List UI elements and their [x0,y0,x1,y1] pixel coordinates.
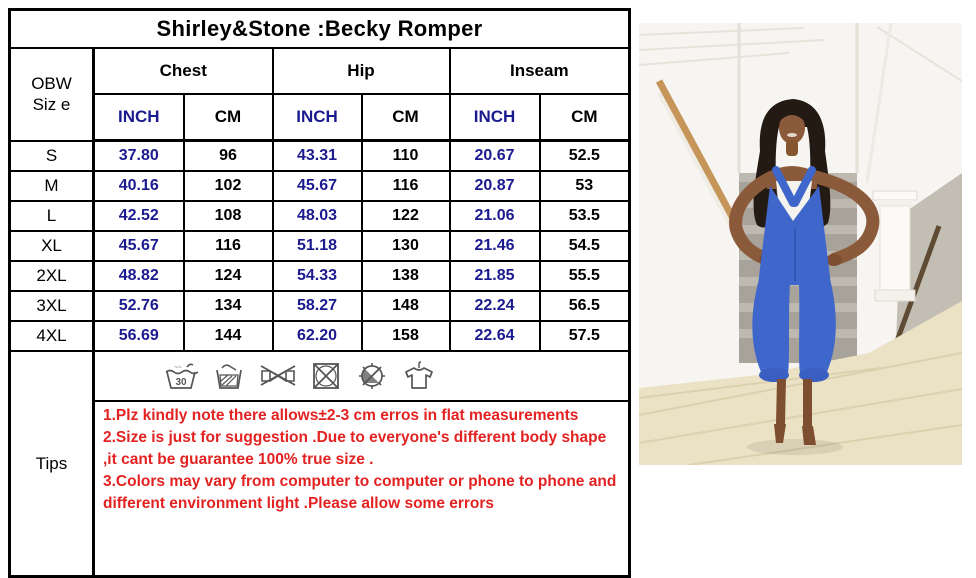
hang-to-dry-icon [402,360,436,392]
hip-inch-value: 58.27 [273,291,362,321]
inseam-inch-value: 21.85 [450,261,540,291]
inseam-cm-value: 53 [540,171,630,201]
hip-cm-value: 116 [362,171,450,201]
group-header-hip: Hip [273,48,450,94]
chest-cm-value: 124 [184,261,273,291]
chest-inch-value: 42.52 [94,201,184,231]
inseam-inch-value: 20.87 [450,171,540,201]
table-row [10,141,630,172]
inseam-inch-value: 21.46 [450,231,540,261]
table-row [10,321,630,351]
inseam-cm-value: 52.5 [540,141,630,172]
hip-cm-value: 122 [362,201,450,231]
inseam-cm-value: 57.5 [540,321,630,351]
inseam-cm-value: 54.5 [540,231,630,261]
model-photo-illustration [639,23,962,465]
unit-header-hip-cm: CM [362,94,450,141]
corner-line2: Siz e [32,95,71,115]
size-label: L [10,201,94,231]
product-title: Shirley&Stone :Becky Romper [10,10,630,49]
unit-header-inseam-cm: CM [540,94,630,141]
inseam-cm-value: 56.5 [540,291,630,321]
do-not-dry-clean-icon [355,360,389,392]
hip-inch-value: 62.20 [273,321,362,351]
size-label: S [10,141,94,172]
hip-inch-value: 43.31 [273,141,362,172]
unit-header-chest-cm: CM [184,94,273,141]
chest-inch-value: 40.16 [94,171,184,201]
table-row [10,201,630,231]
tip-line-2: 2.Size is just for suggestion .Due to everyone's different body shape ,it cant be guarantee 100% true size . [103,429,607,468]
group-header-chest: Chest [94,48,273,94]
hip-cm-value: 148 [362,291,450,321]
care-icons [94,360,567,392]
hip-inch-value: 45.67 [273,171,362,201]
chest-cm-value: 102 [184,171,273,201]
do-not-wring-icon [259,360,297,392]
size-label: 2XL [10,261,94,291]
product-photo [639,23,962,465]
corner-line1: OBW [31,74,72,93]
hand-wash-30-icon [163,360,199,392]
inseam-cm-value: 53.5 [540,201,630,231]
tips-label: Tips [10,351,94,577]
chest-cm-value: 96 [184,141,273,172]
chest-inch-value: 52.76 [94,291,184,321]
size-label: 3XL [10,291,94,321]
svg-text:30: 30 [175,377,187,388]
unit-header-chest-inch: INCH [94,94,184,141]
hip-cm-value: 130 [362,231,450,261]
inseam-inch-value: 21.06 [450,201,540,231]
inseam-cm-value: 55.5 [540,261,630,291]
care-icons-row [94,351,630,401]
chest-cm-value: 108 [184,201,273,231]
do-not-tumble-dry-icon [310,360,342,392]
unit-header-hip-inch: INCH [273,94,362,141]
chest-cm-value: 144 [184,321,273,351]
hip-cm-value: 158 [362,321,450,351]
svg-text:~~: ~~ [174,365,182,371]
tips-text [94,401,630,577]
hand-wash-gentle-icon [212,360,246,392]
table-row [10,261,630,291]
chest-inch-value: 56.69 [94,321,184,351]
table-row [10,171,630,201]
size-chart-table [8,8,631,578]
group-header-inseam: Inseam [450,48,630,94]
size-column-header [10,48,94,141]
chest-cm-value: 116 [184,231,273,261]
chest-inch-value: 48.82 [94,261,184,291]
size-label: XL [10,231,94,261]
chest-cm-value: 134 [184,291,273,321]
hip-inch-value: 48.03 [273,201,362,231]
hip-inch-value: 54.33 [273,261,362,291]
size-label: M [10,171,94,201]
hip-cm-value: 138 [362,261,450,291]
inseam-inch-value: 20.67 [450,141,540,172]
newel-post [873,191,917,301]
tip-line-1: 1.Plz kindly note there allows±2-3 cm erros in flat measurements [103,407,579,424]
table-row [10,291,630,321]
chest-inch-value: 45.67 [94,231,184,261]
unit-header-inseam-inch: INCH [450,94,540,141]
inseam-inch-value: 22.64 [450,321,540,351]
hip-inch-value: 51.18 [273,231,362,261]
table-row [10,231,630,261]
inseam-inch-value: 22.24 [450,291,540,321]
chest-inch-value: 37.80 [94,141,184,172]
hip-cm-value: 110 [362,141,450,172]
size-label: 4XL [10,321,94,351]
tip-line-3: 3.Colors may vary from computer to computer or phone to phone and different environment light .Please allow some errors [103,473,617,512]
